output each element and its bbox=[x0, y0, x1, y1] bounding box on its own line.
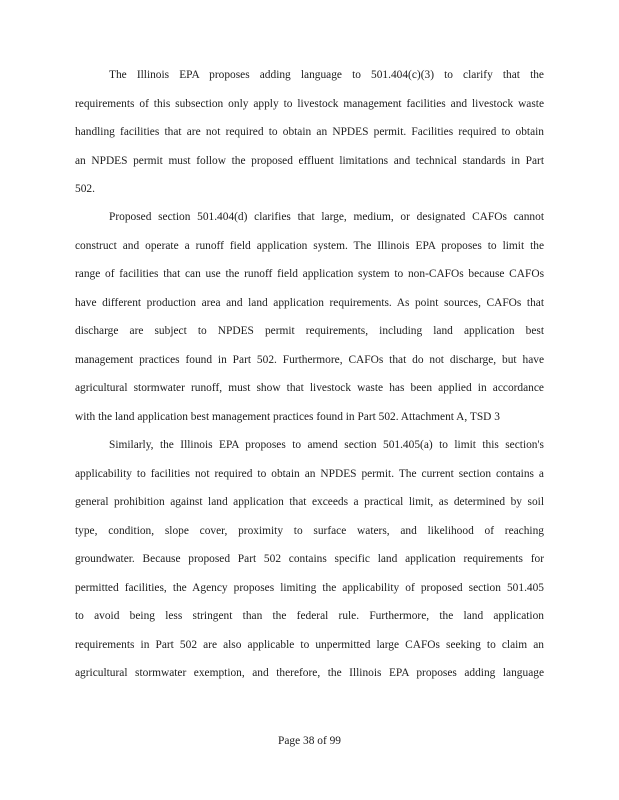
text-line: agricultural stormwater exemption, and therefore, the Illinois EPA proposes adding language bbox=[75, 667, 544, 679]
text-line: Proposed section 501.404(d) clarifies that large, medium, or designated CAFOs cannot bbox=[109, 211, 544, 223]
text-line: to avoid being less stringent than the federal rule. Furthermore, the land application bbox=[75, 610, 544, 622]
text-line: type, condition, slope cover, proximity to surface waters, and likelihood of reaching bbox=[75, 524, 544, 537]
text-line: management practices found in Part 502. Furthermore, CAFOs that do not discharge, but have bbox=[75, 353, 544, 366]
page-number-footer: Page 38 of 99 bbox=[278, 735, 341, 747]
text-line: an NPDES permit must follow the proposed effluent limitations and technical standards in Part bbox=[75, 154, 544, 167]
text-line: have different production area and land application requirements. As point sources, CAFOs that bbox=[75, 296, 544, 309]
paragraph-3 bbox=[75, 431, 544, 688]
text-line: agricultural stormwater runoff, must show that livestock waste has been applied in accordance bbox=[75, 382, 544, 394]
text-line: requirements in Part 502 are also applicable to unpermitted large CAFOs seeking to claim an bbox=[75, 638, 544, 651]
paragraph-2 bbox=[75, 203, 544, 431]
text-line: range of facilities that can use the runoff field application system to non-CAFOs because CAFOs bbox=[75, 268, 544, 280]
text-line: Similarly, the Illinois EPA proposes to amend section 501.405(a) to limit this section's bbox=[109, 439, 544, 451]
text-line: 502. bbox=[75, 183, 95, 195]
text-line: general prohibition against land application that exceeds a practical limit, as determined by soil bbox=[75, 496, 544, 508]
text-line: permitted facilities, the Agency proposes limiting the applicability of proposed section 501.405 bbox=[75, 581, 544, 594]
text-line: handling facilities that are not required to obtain an NPDES permit. Facilities required to obtain bbox=[75, 126, 544, 138]
text-line: The Illinois EPA proposes adding language to 501.404(c)(3) to clarify that the bbox=[109, 69, 544, 81]
text-line: construct and operate a runoff field application system. The Illinois EPA proposes to limit the bbox=[75, 239, 544, 252]
text-line: groundwater. Because proposed Part 502 contains specific land application requirements for bbox=[75, 553, 544, 565]
text-line: applicability to facilities not required to obtain an NPDES permit. The current section contains a bbox=[75, 467, 544, 480]
text-line: discharge are subject to NPDES permit requirements, including land application best bbox=[75, 325, 544, 337]
text-line: requirements of this subsection only apply to livestock management facilities and livestock waste bbox=[75, 97, 544, 110]
paragraph-1 bbox=[75, 61, 544, 204]
text-line: with the land application best management practices found in Part 502. Attachment A, TSD 3 bbox=[75, 410, 500, 423]
